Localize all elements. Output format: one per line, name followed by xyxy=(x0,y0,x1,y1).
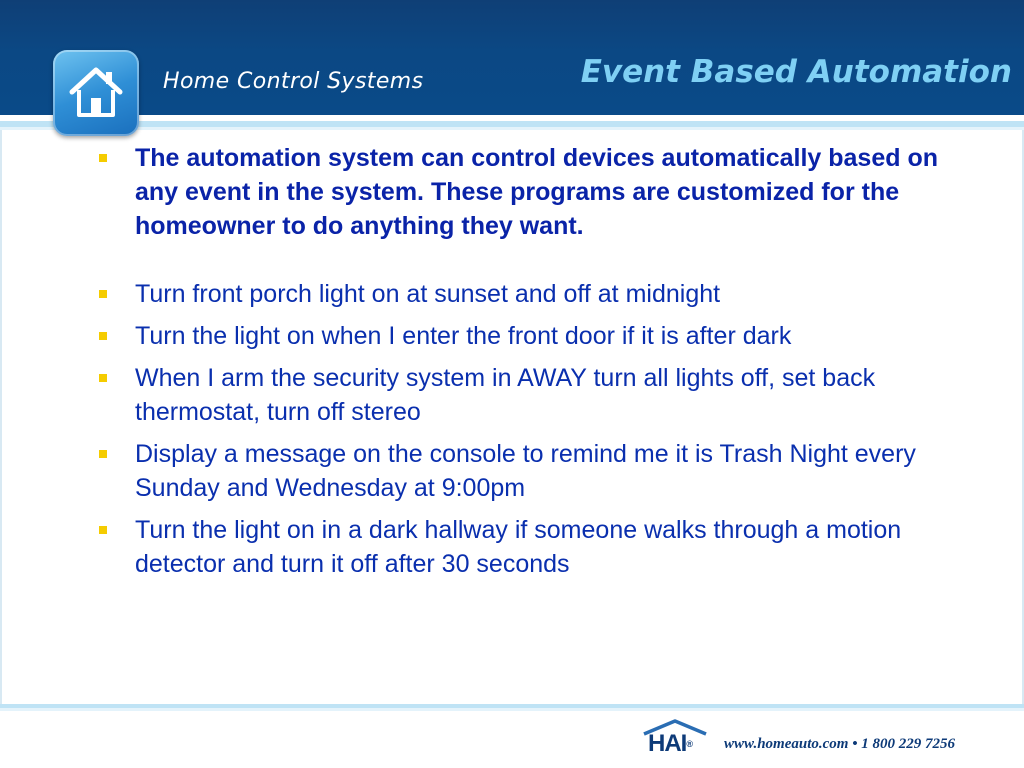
footer-contact: www.homeauto.com • 1 800 229 7256 xyxy=(724,736,955,752)
hai-logo-mark: ® xyxy=(686,739,692,749)
bullet-marker xyxy=(99,526,107,534)
bullet-marker xyxy=(99,332,107,340)
bullet-marker xyxy=(99,450,107,458)
list-item-text: Turn front porch light on at sunset and off at midnight xyxy=(135,280,721,308)
header-divider-light xyxy=(0,127,1024,130)
list-item xyxy=(95,361,975,429)
logo-tile xyxy=(53,50,139,136)
list-item-text: Display a message on the console to remind me it is Trash Night every Sunday and Wednesday at 9:00pm xyxy=(135,440,916,502)
list-item-text: Turn the light on when I enter the front door if it is after dark xyxy=(135,322,792,350)
brand-name: Home Control Systems xyxy=(163,69,424,94)
list-item-text: When I arm the security system in AWAY turn all lights off, set back thermostat, turn off stereo xyxy=(135,364,876,426)
list-item-intro xyxy=(95,141,975,243)
page-title: Event Based Automation xyxy=(580,54,1012,90)
intro-text: The automation system can control devices automatically based on any event in the system. These programs are customized for the homeowner to do anything they want. xyxy=(135,144,939,240)
footer-divider-light xyxy=(0,708,1024,711)
bullet-marker xyxy=(99,290,107,298)
list-item xyxy=(95,277,975,311)
bullet-marker xyxy=(99,154,107,162)
list-item xyxy=(95,437,975,505)
list-item xyxy=(95,319,975,353)
bullet-marker xyxy=(99,374,107,382)
list-item xyxy=(95,513,975,581)
hai-logo xyxy=(648,732,692,756)
hai-logo-text: HAI xyxy=(648,730,687,757)
bullet-list xyxy=(95,141,975,589)
list-item-text: Turn the light on in a dark hallway if someone walks through a motion detector and turn it off after 30 seconds xyxy=(135,516,902,578)
house-icon xyxy=(66,62,126,122)
left-border xyxy=(0,130,2,705)
